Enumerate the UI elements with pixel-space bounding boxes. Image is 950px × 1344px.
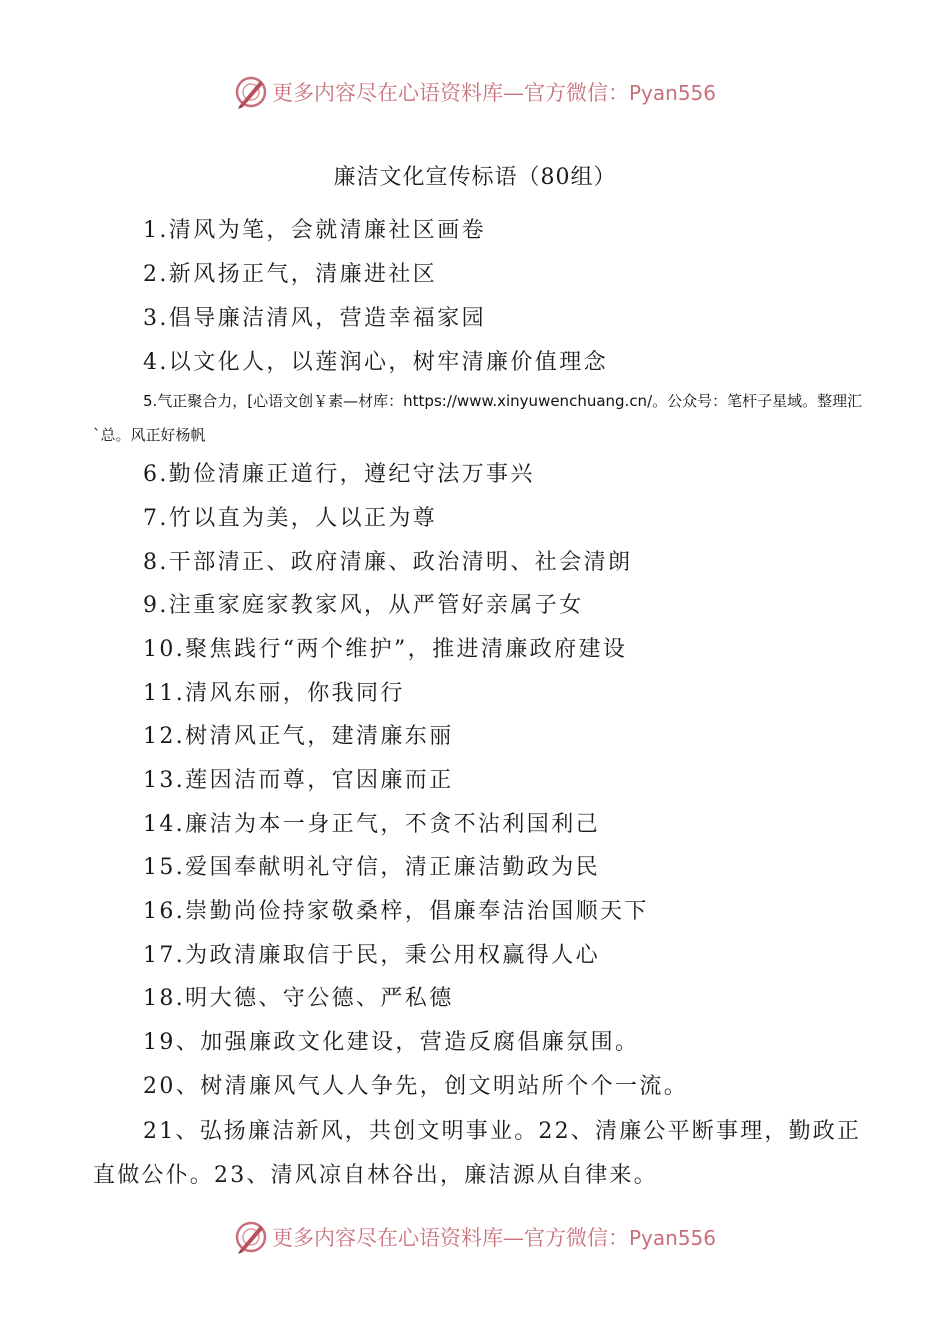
footer-watermark-banner [0,1217,950,1257]
slogan-item: 4.以文化人，以莲润心，树牢清廉价值理念 [143,350,608,375]
slogan-item: 9.注重家庭家教家风，从严管好亲属子女 [143,593,584,618]
slogan-item: 1.清风为笔，会就清廉社区画卷 [143,218,486,243]
watermark-text: 更多内容尽在心语资料库—官方微信：Pyan556 [271,81,716,105]
slogan-item: 14.廉洁为本一身正气，不贪不沾利国利己 [143,812,600,837]
slogan-item: 20、树清廉风气人人争先，创文明站所个个一流。 [143,1074,689,1099]
page-title: 廉洁文化宣传标语（80组） [333,165,617,190]
watermark-wechat-id: Pyan556 [628,1226,716,1250]
slogan-item: 8.干部清正、政府清廉、政治清明、社会清朗 [143,550,633,575]
slogan-item: 11.清风东丽，你我同行 [143,681,405,706]
slogan-item: 18.明大德、守公德、严私德 [143,986,454,1011]
watermark-wechat-id: Pyan556 [628,81,716,105]
watermark-text: 更多内容尽在心语资料库—官方微信：Pyan556 [271,1226,716,1250]
slogan-paragraph-21-23: 21、弘扬廉洁新风，共创文明事业。22、清廉公平断事理，勤政正直做公仆。23、清风凉自林谷出，廉洁源从自律来。 [93,1119,862,1188]
slogan-item: 3.倡导廉洁清风，营造幸福家园 [143,306,486,331]
slogan-item: 7.竹以直为美，人以正为尊 [143,506,438,531]
slogan-item: 13.莲因洁而尊，官因廉而正 [143,768,454,793]
slogan-item: 12.树清风正气，建清廉东丽 [143,724,454,749]
slogan-item: 6.勤俭清廉正道行，遵纪守法万事兴 [143,462,535,487]
header-watermark-banner [0,72,950,112]
slogan-item: 16.崇勤尚俭持家敬桑梓，倡廉奉洁治国顺天下 [143,899,649,924]
slogan-item: 10.聚焦践行“两个维护”，推进清廉政府建设 [143,637,628,662]
slogan-item: 2.新风扬正气，清廉进社区 [143,262,438,287]
pen-logo-icon [234,75,268,109]
slogan-item-5-with-source-note: 5.气正聚合力，[心语文创￥素—材库：https://www.xinyuwenchuang.cn/。公众号：笔杆子星域。整理汇`总。风正好杨帆 [93,392,863,444]
slogan-item: 19、加强廉政文化建设，营造反腐倡廉氛围。 [143,1030,640,1055]
pen-logo-icon [234,1220,268,1254]
slogan-item: 15.爱国奉献明礼守信，清正廉洁勤政为民 [143,855,600,880]
slogan-item: 17.为政清廉取信于民，秉公用权赢得人心 [143,943,600,968]
